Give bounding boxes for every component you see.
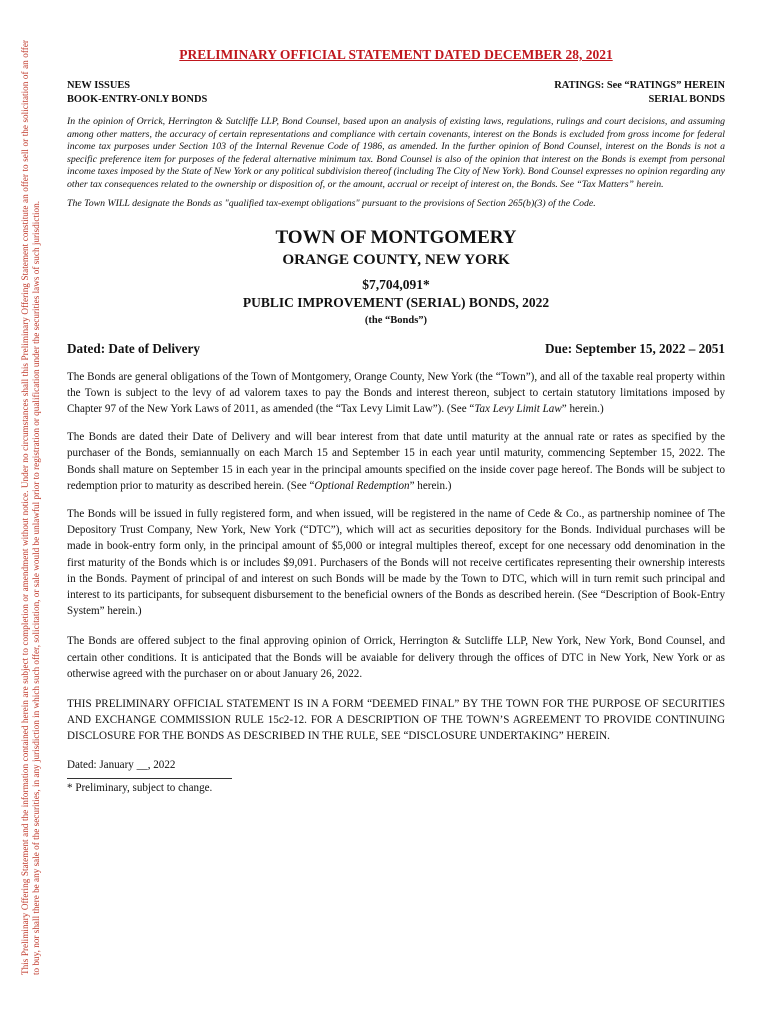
paragraph-registration: The Bonds will be issued in fully registered form, and when issued, will be registered in the name of Cede & Co., as partnership nominee of The Depository Trust Company, New York, New York (“DTC”), which will act as securities depository for the Bonds. Individual purchases will be made in book-entry form only, in the principal amount of $5,000 or integral multiples thereof, except for one necessary odd denomination in the first maturity of the Bonds which is or includes $9,091. Purchasers of the Bonds will not receive certificates representing their ownership interests in the Bonds. Payment of principal of and interest on such Bonds will be made by the Town to DTC, which will in turn remit such principal and interest to its participants, for subsequent disbursement to the beneficial owners of the Bonds as described herein. (See “Description of Book-Entry System” herein.) xyxy=(67,507,725,618)
side-legend xyxy=(0,0,60,975)
book-entry-label: BOOK-ENTRY-ONLY BONDS xyxy=(67,93,208,105)
preliminary-title: PRELIMINARY OFFICIAL STATEMENT DATED DECEMBER 28, 2021 xyxy=(179,47,613,62)
statement-date: Dated: January __, 2022 xyxy=(67,758,176,771)
dated-due-row xyxy=(67,341,725,357)
ratings-label: RATINGS: See “RATINGS” HEREIN xyxy=(554,80,725,91)
bond-name: PUBLIC IMPROVEMENT (SERIAL) BONDS, 2022 xyxy=(242,294,550,310)
p2-text-a: The Bonds are dated their Date of Delivery and will bear interest from that date until maturity at the annual rate or rates as specified by the purchaser of the Bonds, semiannually on each March 15 and September 15 in each year until maturity, commencing September 15, 2022. The Bonds shall mature on September 15 in each year in the principal amounts specified on the inside cover page hereof. The Bonds will be subject to redemption prior to maturity as described herein. (See “ xyxy=(67,431,725,492)
header-row xyxy=(67,79,725,106)
paragraph-disclosure: THIS PRELIMINARY OFFICIAL STATEMENT IS IN A FORM “DEEMED FINAL” BY THE TOWN FOR THE PURPOSE OF SECURITIES AND EXCHANGE COMMISSION RULE 15c2-12. FOR A DESCRIPTION OF THE TOWN’S AGREEMENT TO PROVIDE CONTINUING DISCLOSURE FOR THE BONDS AS DESCRIBED IN THE RULE, SEE “DISCLOSURE UNDERTAKING” HEREIN. xyxy=(67,697,725,743)
serial-bonds-label: SERIAL BONDS xyxy=(648,93,725,105)
footnote-divider xyxy=(67,778,232,779)
dated-label: Dated: Date of Delivery xyxy=(67,340,200,356)
bond-short-name: (the “Bonds”) xyxy=(364,314,428,326)
paragraph-general-obligations xyxy=(67,369,725,418)
header-right xyxy=(554,79,725,106)
p2-emphasis: Optional Redemption xyxy=(314,479,410,492)
paragraph-dating-interest xyxy=(67,429,725,494)
bond-amount: $7,704,091* xyxy=(362,276,430,292)
p1-text-b: ” herein.) xyxy=(561,402,604,415)
p1-emphasis: Tax Levy Limit Law xyxy=(474,402,562,415)
p2-text-b: ” herein.) xyxy=(409,479,452,492)
county-name: ORANGE COUNTY, NEW YORK xyxy=(282,250,510,268)
side-legend-text: This Preliminary Offering Statement and the information contained herein are subject to completion or amendment without notice. Under no circumstances shall this Preliminary Offering Statement constitute an offer to sell or the solicitation of an offer to buy, nor shall there be any sale of the securities, in any jurisdiction in which such offer, solicitation, or sale would be unlawful prior to registration or qualification under the securities laws of such jurisdiction. xyxy=(20,40,42,975)
paragraph-offering: The Bonds are offered subject to the final approving opinion of Orrick, Herrington & Sutcliffe LLP, New York, New York, Bond Counsel, and certain other conditions. It is anticipated that the Bonds will be avaiable for delivery through the offices of DTC in New York, New York or as otherwise agreed with the purchaser on or about January 26, 2022. xyxy=(67,635,725,680)
due-label: Due: September 15, 2022 – 2051 xyxy=(545,340,725,356)
tax-designation: The Town WILL designate the Bonds as "qualified tax-exempt obligations" pursuant to the provisions of Section 265(b)(3) of the Code. xyxy=(67,198,596,209)
document-page xyxy=(67,40,725,794)
header-left xyxy=(67,79,207,106)
new-issues-label: NEW ISSUES xyxy=(67,80,131,91)
issuer-name: TOWN OF MONTGOMERY xyxy=(275,226,517,248)
p1-text-a: The Bonds are general obligations of the Town of Montgomery, Orange County, New York (the “Town”), and all of the taxable real property within the Town is subject to the levy of ad valorem taxes to pay the Bonds and interest thereon, subject to certain statutory limitations imposed by Chapter 97 of the New York Laws of 2011, as amended (the “Tax Levy Limit Law”). (See “ xyxy=(67,370,725,415)
issue-title-block xyxy=(67,226,725,328)
bond-counsel-opinion: In the opinion of Orrick, Herrington & Sutcliffe LLP, Bond Counsel, based upon an analysis of existing laws, regulations, rulings and court decisions, and assuming among other matters, the accuracy of certain representations and compliance with certain covenants, interest on the Bonds is excluded from gross income for federal income tax purposes under Section 103 of the Internal Revenue Code of 1986, as amended. In the further opinion of Bond Counsel, interest on the Bonds is not a specific preference item for purposes of the federal alternative minimum tax. Bond Counsel is also of the opinion that interest on the Bonds is exempt from personal income taxes imposed by the State of New York or any political subdivision thereof (including The City of New York). Bond Counsel expresses no opinion regarding any other tax consequences related to the ownership or disposition of, or the amount, accrual or receipt of interest on, the Bonds. See “Tax Matters” herein. xyxy=(67,116,725,190)
footnote: * Preliminary, subject to change. xyxy=(67,781,213,794)
